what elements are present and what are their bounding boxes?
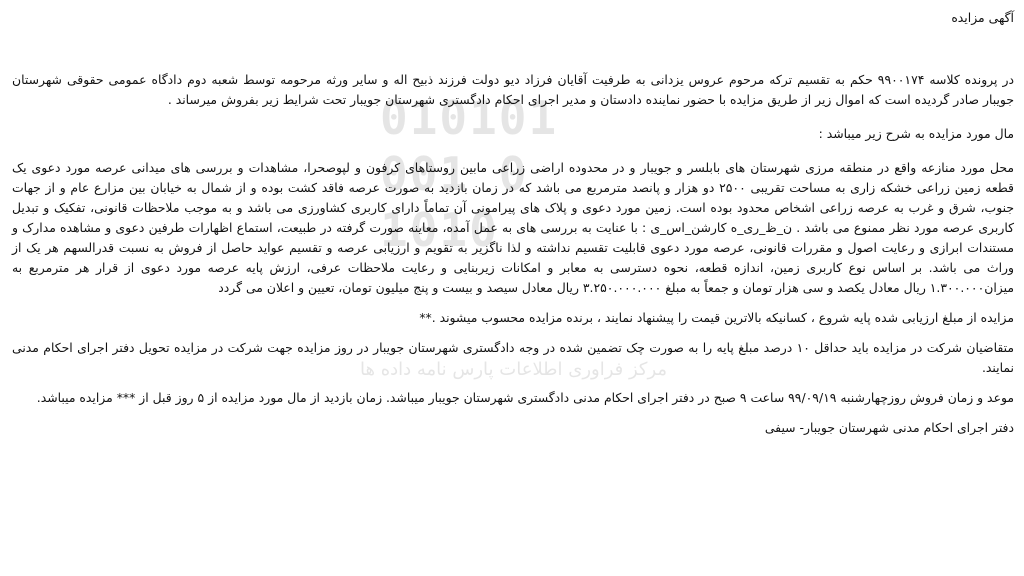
deposit-rule: متقاضیان شرکت در مزایده باید حداقل ۱۰ درصد مبلغ پایه را به صورت چک تضمین شده در وجه دادگستری شهرستان جویبار در روز مزایده جهت شرکت در مزایده تحویل دفتر اجرای احکام مدنی نمایند. xyxy=(12,340,1014,375)
watermark-digits-line: 010101 xyxy=(380,91,559,145)
watermark-text: مرکز فراوری اطلاعات پارس نامه داده ها xyxy=(360,359,668,380)
signature-line: دفتر اجرای احکام مدنی شهرستان جویبار- سیفی xyxy=(764,420,1014,435)
property-description: محل مورد منازعه واقع در منطقه مرزی شهرستان های بابلسر و جویبار و در محدوده اراضی زراعی مابین روستاهای کرفون و لپوصحرا، مشاهدات و بررسی های میدانی عرصه مورد دعوی یک قطعه زمین زراعی خشکه زاری به مساحت تقریبی ۲۵۰۰ دو هزار و پانصد مترمربع می باشد که در زمان بازدید به صورت عرصه فاقد کشت بوده و از شمال به خیابان بین مزارع عام و از جهات جنوب، شرق و غرب به عرصه زراعی اشخاص محدود بوده است. زمین مورد دعوی و پلاک های پیرامونی آن تماماً دارای کاربری کشاورزی می باشد و به موجب ملاحظات قانونی، تفکیک و تبدیل کاربری عرصه مورد نظر ممنوع می باشد . ن_ظ_ری_ه کارشن_اس_ی : با عنایت به بررسی های به عمل آمده، معاینه صورت گرفته در طبیعت، استماع اظهارات طرفین دعوی و مشاهده مدارک و مستندات ابرازی و رعایت اصول و مقررات قانونی، عرصه مورد دعوی قابلیت تقسیم نداشته و لذا ناگزیر به تقویم و ارزیابی عرصه و تقسیم عواید حاصل از فروش به نسبت قدرالسهم هر یک از وراث می باشد. بر اساس نوع کاربری زمین، اندازه قطعه، نحوه دسترسی به معابر و امکانات زیربنایی و رعایت ملاحظات عرفی، ارزش پایه عرصه مورد دعوی از قرار هر مترمربع به میزان۱.۳۰۰.۰۰۰ ریال معادل یکصد و سی هزار تومان و جمعاً به مبلغ ۳.۲۵۰.۰۰۰.۰۰۰ ریال معادل سیصد و بیست و پنج میلیون تومان، تعیین و اعلان می گردد xyxy=(12,160,1014,295)
bid-rule: مزایده از مبلغ ارزیابی شده پایه شروع ، کسانیکه بالاترین قیمت را پیشنهاد نمایند ، برنده مزایده محسوب میشوند .** xyxy=(419,310,1014,325)
subject-heading: مال مورد مزایده به شرح زیر میباشد : xyxy=(818,126,1014,141)
watermark-digits-line: 001 0 xyxy=(380,147,529,201)
notice-title: آگهی مزایده xyxy=(951,10,1014,25)
sale-schedule: موعد و زمان فروش روزچهارشنبه ۹۹/۰۹/۱۹ ساعت ۹ صبح در دفتر اجرای احکام مدنی دادگستری شهرستان جویبار میباشد. زمان بازدید از مال مورد مزایده از ۵ روز قبل از *** مزایده میباشد. xyxy=(36,390,1014,405)
intro-paragraph: در پرونده کلاسه ۹۹۰۰۱۷۴ حکم به تقسیم ترکه مرحوم عروس یزدانی به طرفیت آقایان فرزاد دیو دولت فرزند ذبیح اله و سایر ورثه مرحومه توسط شعبه دوم دادگاه عمومی حقوقی شهرستان جویبار صادر گردیده است که اموال زیر از طریق مزایده با حضور نماینده دادستان و مدیر اجرای احکام دادگستری شهرستان جویبار تحت شرایط زیر بفروش میرساند . xyxy=(12,72,1014,107)
watermark-digits-line: 1010 xyxy=(380,203,499,257)
